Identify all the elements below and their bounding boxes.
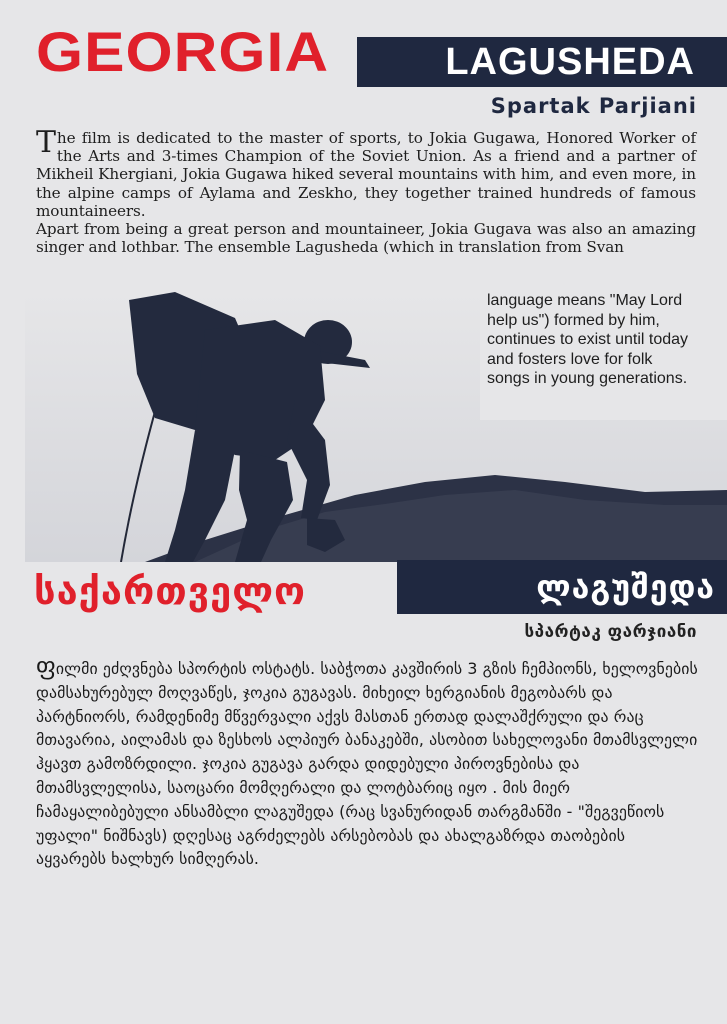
director-name-en: Spartak Parjiani bbox=[490, 94, 697, 118]
paragraph-ka-text: ილმი ეძღვნება სპორტის ოსტატს. საბჭოთა კავშირის 3 გზის ჩემპიონს, ხელოვნების დამსახურებულ მოღვაწეს, ჯოკია გუგავას. მიხეილ ხერგიანის მეგობარს და პარტნიორს, რამდენიმე მწვერვალი აქვს მასთან ერთად დალაშქრული და რაც მთავარია, აილამას და ზესხოს ალპიურ ბანაკებში, ასობით სახელოვანი მთამსვლელი ჰყავთ გამოზრდილი. ჯოკია გუგავა გარდა დიდებული პიროვნებისა და მთამსვლელისა, საოცარი მომღერალი და ლოტბარიც იყო . მის მიერ ჩამაყალიბებული ანსამბლი ლაგუშედა (რაც სვანურიდან თარგმანში - "შეგვეწიოს უფალი" ნიშნავს) დღესაც აგრძელებს არსებობას და ახალგაზრდა თაობების აყვარებს ხალხურ სიმღერას. bbox=[36, 659, 698, 869]
paragraph-2-en: Apart from being a great person and mountaineer, Jokia Gugava was also an amazing singer and lothbar. The ensemble Lagusheda (which in translation from Svan bbox=[36, 220, 696, 257]
paragraph-1-en bbox=[36, 125, 696, 220]
country-title-en: GEORGIA bbox=[36, 20, 330, 83]
description-ka bbox=[36, 652, 700, 871]
paragraph-3-en: language means "May Lord help us") formed by him, continues to exist until today and fosters love for folk songs in young generations. bbox=[487, 292, 689, 387]
film-title-ka: ლაგუშედა bbox=[536, 568, 715, 606]
description-en bbox=[36, 125, 696, 257]
country-title-ka: საქართველო bbox=[34, 569, 306, 613]
paragraph-ka bbox=[36, 652, 700, 871]
dropcap-ka: ფ bbox=[36, 652, 56, 680]
paragraph-1-text: he film is dedicated to the master of sports, to Jokia Gugawa, Honored Worker of the Arts and 3-times Champion of the Soviet Union. As a friend and a partner of Mikheil Khergiani, Jokia Gugawa hiked several mountains with him, and even more, in the alpine camps of Aylama and Zeskho, they together trained hundreds of famous mountaineers. bbox=[36, 129, 696, 220]
director-name-ka: სპარტაკ ფარჯიანი bbox=[524, 622, 697, 642]
dropcap-en: T bbox=[36, 125, 56, 160]
film-title-en: LAGUSHEDA bbox=[445, 41, 695, 83]
